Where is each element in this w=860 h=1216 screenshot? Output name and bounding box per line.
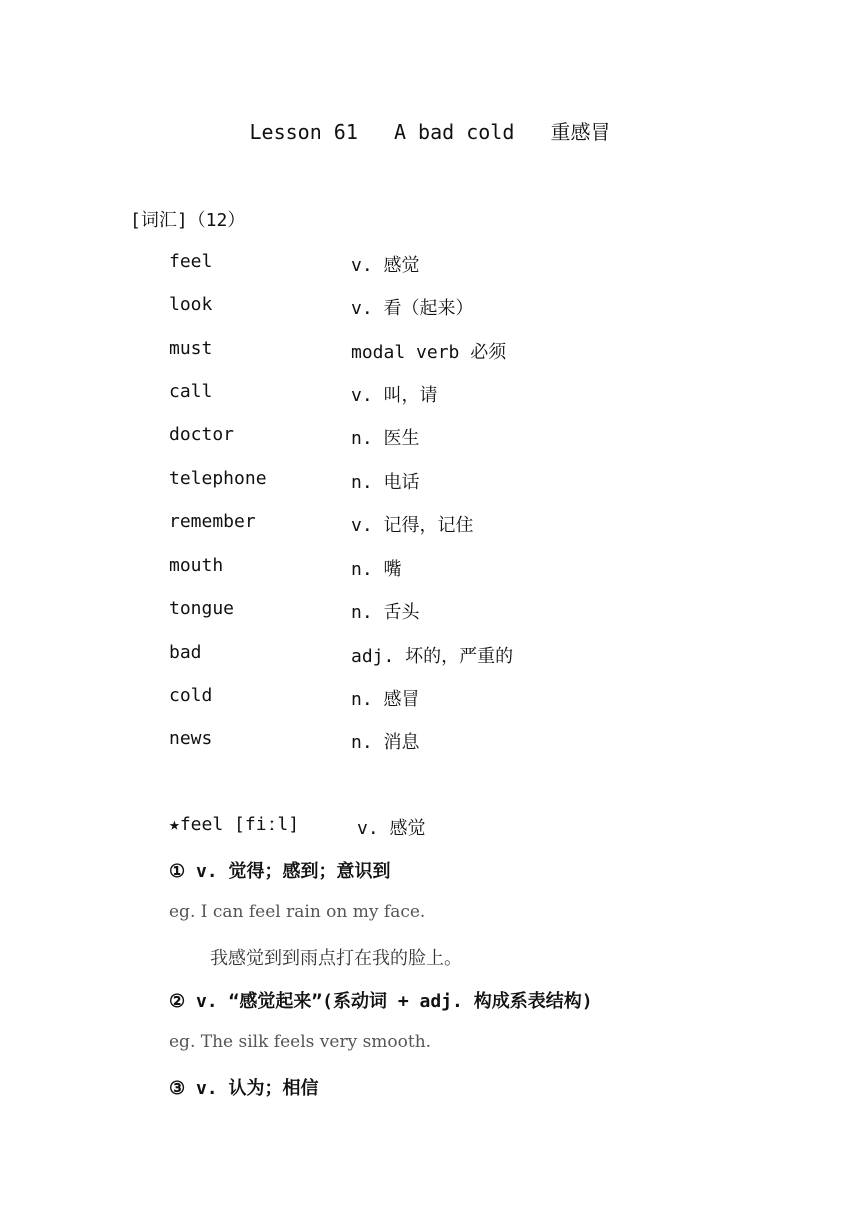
- sense-1: ① v. 觉得；感到；意识到: [169, 861, 391, 882]
- vocab-word: remember: [169, 511, 256, 532]
- vocabulary-heading: [词汇]（12）: [130, 210, 246, 231]
- vocab-word: telephone: [169, 468, 267, 489]
- vocab-word: doctor: [169, 424, 235, 445]
- vocab-row: [0, 642, 860, 666]
- vocab-row: [0, 728, 860, 752]
- vocab-word: bad: [169, 642, 202, 663]
- vocab-row: [0, 424, 860, 448]
- vocab-row: [0, 294, 860, 318]
- vocab-row: [0, 338, 860, 362]
- vocab-definition: n. 舌头: [351, 602, 420, 623]
- headword: ★feel [fiːl]: [169, 814, 300, 835]
- example-1: eg. I can feel rain on my face.: [169, 902, 426, 922]
- vocab-row: [0, 555, 860, 579]
- vocab-row: [0, 685, 860, 709]
- vocab-definition: v. 感觉: [351, 255, 420, 276]
- vocab-definition: v. 叫，请: [351, 385, 438, 406]
- vocab-definition: n. 电话: [351, 472, 420, 493]
- sense-2: ② v. “感觉起来”(系动词 + adj. 构成系表结构): [169, 991, 593, 1012]
- vocab-word: tongue: [169, 598, 235, 619]
- headword-pos: v. 感觉: [357, 818, 426, 839]
- vocab-definition: modal verb 必须: [351, 342, 507, 363]
- vocab-word: mouth: [169, 555, 224, 576]
- translation-1: 我感觉到到雨点打在我的脸上。: [210, 948, 462, 969]
- vocab-row: [0, 251, 860, 275]
- vocab-definition: n. 感冒: [351, 689, 420, 710]
- vocab-definition: adj. 坏的，严重的: [351, 646, 514, 667]
- vocab-definition: n. 消息: [351, 732, 420, 753]
- headword-entry: [169, 814, 426, 839]
- vocab-word: must: [169, 338, 213, 359]
- vocab-definition: v. 看（起来）: [351, 298, 474, 319]
- vocab-row: [0, 381, 860, 405]
- lesson-title: Lesson 61 A bad cold 重感冒: [249, 120, 611, 144]
- vocab-row: [0, 511, 860, 535]
- vocab-definition: v. 记得，记住: [351, 515, 474, 536]
- vocab-word: call: [169, 381, 213, 402]
- vocab-definition: n. 嘴: [351, 559, 402, 580]
- vocab-word: feel: [169, 251, 213, 272]
- vocab-word: cold: [169, 685, 213, 706]
- vocab-word: news: [169, 728, 213, 749]
- example-2: eg. The silk feels very smooth.: [169, 1032, 432, 1052]
- vocab-word: look: [169, 294, 213, 315]
- vocab-row: [0, 598, 860, 622]
- sense-3: ③ v. 认为；相信: [169, 1078, 319, 1099]
- vocab-definition: n. 医生: [351, 428, 420, 449]
- vocab-row: [0, 468, 860, 492]
